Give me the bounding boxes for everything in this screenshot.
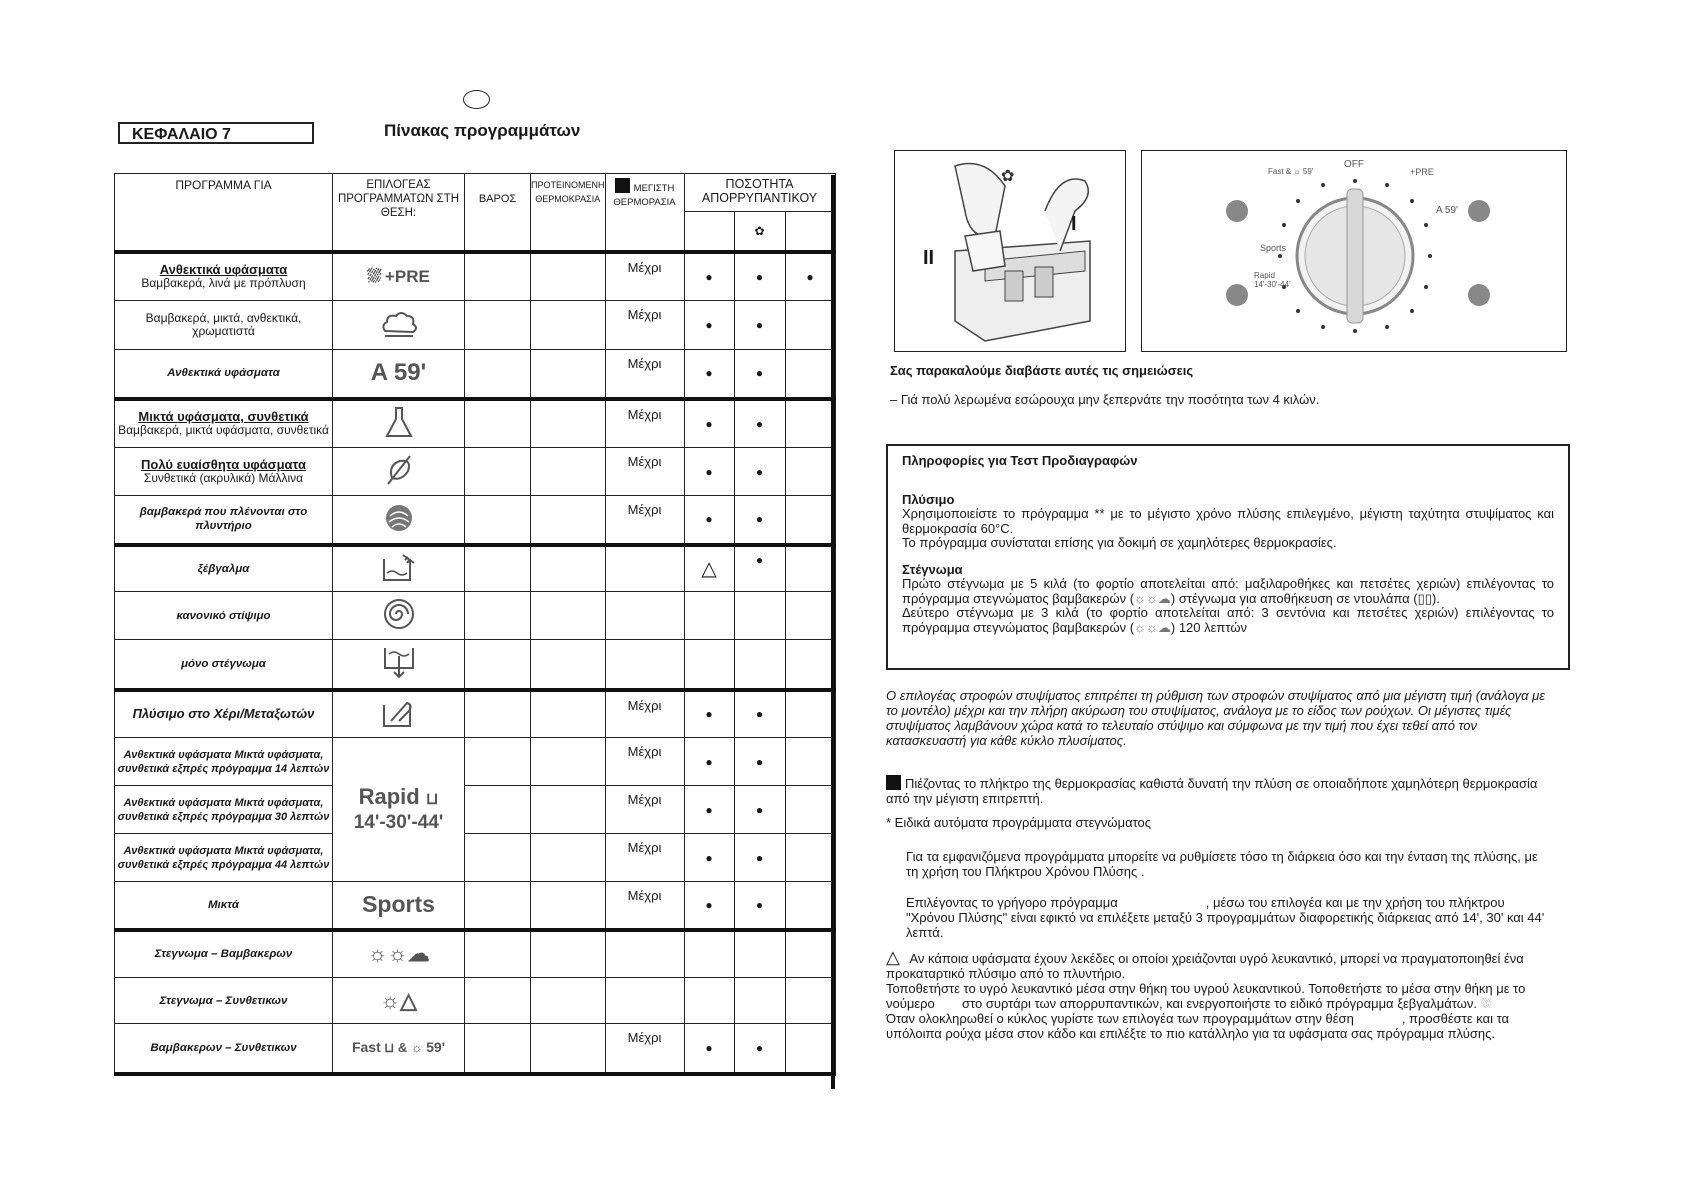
dial-a59-label: A 59'	[1436, 205, 1458, 216]
table-row: Βαμβακερων – Συνθετικων Fast ⊔ & ☼ 59' Μέχρι ● ●	[115, 1024, 836, 1074]
note-special-dry: * Ειδικά αυτόματα προγράμματα στεγνώματος	[886, 815, 1152, 830]
col-header-weight: ΒΑΡΟΣ	[465, 174, 531, 252]
program-dial-illustration	[1141, 150, 1567, 352]
table-row: Ανθεκτικά υφάσματα Μικτά υφάσματα, συνθετικά εξπρές πρόγραμμα 44 λεπτών Μέχρι ● ●	[115, 834, 836, 882]
table-row: Ανθεκτικά υφάσματα Βαμβακερά, λινά με πρόπλυση ⛆ +PRE Μέχρι ● ● ●	[115, 252, 836, 301]
drawer-illustration	[894, 150, 1126, 352]
spin-icon	[382, 597, 416, 631]
wool-icon	[384, 502, 414, 534]
dry-heading: Στέγνωμα	[902, 561, 963, 577]
flower-icon: ✿	[754, 223, 765, 238]
handwash-icon	[381, 697, 417, 729]
table-right-border	[831, 175, 835, 1089]
table-row: βαμβακερά που πλένονται στο πλυντήριο Μέχρι ● ●	[115, 496, 836, 545]
table-row: ξέβγαλμα △ ●	[115, 545, 836, 592]
dial-pre-label: +PRE	[1410, 167, 1434, 177]
table-row: Μικτά Sports Μέχρι ● ●	[115, 882, 836, 930]
a59-icon: A 59'	[370, 359, 427, 387]
wardrobe-icon: ▯▯	[1417, 590, 1432, 606]
col-header-selector: ΕΠΙΛΟΓΕΑΣ ΠΡΟΓΡΑΜΜΑΤΩΝ ΣΤΗ ΘΕΣΗ:	[333, 174, 465, 252]
table-row: Στεγνωμα – Βαμβακερων ☼☼☁	[115, 930, 836, 978]
detergent-col-1	[684, 212, 734, 252]
dry-text-1: Πρώτο στέγνωμα με 5 κιλά (το φορτίο αποτελείται από: μαξιλαροθήκες και πετσέτες χεριών) επιλέγοντας το πρόγραμμα στεγνώματος βαμβακερών (☼☼☁) στέγνωμα για αποθήκευση σε ντουλάπα (▯▯).	[902, 576, 1554, 606]
bleach-triangle-icon: △	[684, 545, 734, 592]
dry-cotton-small-icon: ☼☼☁	[1134, 619, 1171, 635]
table-row: Στεγνωμα – Συνθετικων ☼△	[115, 978, 836, 1024]
table-row: μόνο στέγνωμα	[115, 640, 836, 690]
cloud-icon	[379, 309, 419, 339]
wash-heading: Πλύσιμο	[902, 491, 955, 507]
rinse-icon	[381, 551, 417, 583]
dial-off-label: OFF	[1344, 159, 1364, 170]
dry-text-2: Δεύτερο στέγνωμα με 3 κιλά (το φορτίο αποτελείται από: 3 σεντόνια και πετσέτες χεριών) επιλέγοντας το πρόγραμμα στεγνώματος βαμβακερών (☼☼☁) 120 λεπτών	[902, 605, 1554, 635]
table-row: Πλύσιμο στο Χέρι/Μεταξωτών Μέχρι ● ●	[115, 690, 836, 738]
prewash-icon: ⛆	[367, 266, 382, 287]
col-header-detergent: ΠΟΣΟΤΗΤΑ ΑΠΟΡΡΥΠΑΝΤΙΚΟΥ	[684, 174, 835, 212]
dial-fast-label: Fast & ☼ 59'	[1268, 167, 1314, 176]
note-spin-selector: Ο επιλογέας στροφών στυψίματος επιτρέπει τη ρύθμιση των στροφών στυψίματος από μια μέγιστη τιμή (ανάλογα με το μοντέλο) μέχρι και την πλήρη ακύρωση του στυψίματος, ανάλογα με το είδος των ρούχων. Οι μέγιστες τιμές στυψίματος λαμβάνουν χώρα κατά το τελευταίο στύψιμο και σύμφωνα με την τιμή που έχει τεθεί από τον κατασκευαστή για κάθε κύκλο πλυσίματος.	[886, 688, 1546, 748]
svg-text:✿: ✿	[1001, 168, 1015, 185]
page-title: Πίνακας προγραμμάτων	[384, 121, 581, 140]
compartment-label-1: I	[1071, 213, 1077, 235]
wash-text-2: Το πρόγραμμα συνίσταται επίσης για δοκιμή σε χαμηλότερες θερμοκρασίες.	[902, 535, 1337, 550]
detergent-col-softener	[734, 212, 785, 252]
notes-heading: Σας παρακαλούμε διαβάστε αυτές τις σημειώσεις	[890, 363, 1194, 378]
info-box-title: Πληροφορίες για Τεστ Προδιαγραφών	[902, 453, 1138, 468]
table-row: Ανθεκτικά υφάσματα Μικτά υφάσματα, συνθετικά εξπρές πρόγραμμα 30 λεπτών Μέχρι ● ●	[115, 786, 836, 834]
table-row: Μικτά υφάσματα, συνθετικά Βαμβακερά, μικτά υφάσματα, συνθετικά Μέχρι ● ●	[115, 399, 836, 448]
drain-icon	[382, 644, 416, 680]
dry-cotton-small-icon: ☼☼☁	[1134, 590, 1171, 606]
table-row: Ανθεκτικά υφάσματα A 59' Μέχρι ● ●	[115, 350, 836, 399]
note-bleach: △ Αν κάποια υφάσματα έχουν λεκέδες οι οποίοι χρειάζονται υγρό λευκαντικό, μπορεί να πραγματοποιηθεί ένα προκαταρτικό πλύσιμο από το πλυντήριο. Τοποθετήστε το υγρό λευκαντικό μέσα στην θήκη του υγρού λευκαντικού. Τοποθετήστε το μέσα στην θήκη με το νούμερο στο συρτάρι των απορρυπαντικών, και ενεργοποιήστε το ειδικό πρόγραμμα ξεβγαλμάτων. ⛆ Όταν ολοκληρωθεί ο κύκλος γυρίστε των επιλογέα των προγραμμάτων στην θέση , προσθέστε και τα υπόλοιπα ρούχα μέσα στον κάδο και επιλέξτε το πιο κατάλληλο για τα υφάσματα σας πρόγραμμα πλύσης.	[886, 947, 1526, 1041]
chapter-label: ΚΕΦΑΛΑΙΟ 7	[118, 122, 314, 144]
flask-icon	[384, 405, 414, 439]
dry-cotton-icon: ☼☼☁	[367, 941, 430, 967]
sports-icon: Sports	[362, 891, 435, 918]
col-header-program: ΠΡΟΓΡΑΜΜΑ ΓΙΑ	[115, 174, 333, 252]
col-header-recommended-temp: ΠΡΟΤΕΙΝΟΜΕΝΗ ΘΕΡΜΟΚΡΑΣΙΑ	[531, 174, 606, 252]
rapid-icon: Rapid ⊔ 14'-30'-44'	[333, 738, 465, 882]
dial-sports-label: Sports	[1260, 243, 1287, 253]
dry-synthetic-icon: ☼△	[379, 987, 418, 1013]
note-temp-button: Πιέζοντας το πλήκτρο της θερμοκρασίας καθιστά δυνατή την πλύση σε οποιαδήποτε χαμηλότερη θερμοκρασία από την μέγιστη επιτρεπτή.	[886, 776, 1538, 806]
note-quick-program: Επιλέγοντας το γρήγορο πρόγραμμα , μέσω του επιλογέα και με την χρήση του πλήκτρου "Χρόνου Πλύσης" είναι εφικτό να επιλέξετε μεταξύ 3 προγραμμάτων διαφορετικής διάρκειας από 14', 30' και 44' λεπτά.	[906, 895, 1545, 940]
col-header-max-temp: ΜΕΓΙΣΤΗ ΘΕΡΜΟΡΑΣΙΑ	[605, 174, 684, 252]
table-row: Πολύ ευαίσθητα υφάσματα Συνθετικά (ακρυλικά) Μάλλινα Μέχρι ● ●	[115, 448, 836, 496]
note-displayed-programs: Για τα εμφανιζόμενα προγράμματα μπορείτε να ρυθμίσετε τόσο τη διάρκεια όσο και την ένταση της πλύσης, με τη χρήση του Πλήκτρου Χρόνου Πλύσης .	[906, 849, 1538, 879]
rinse-icon: ⛆	[1480, 996, 1492, 1011]
dial-rapid-label: Rapid 14'-30'-44'	[1254, 271, 1291, 289]
language-oval	[463, 90, 490, 109]
bleach-triangle-icon: △	[886, 947, 900, 967]
table-row: Βαμβακερά, μικτά, ανθεκτικά, χρωματιστά Μέχρι ● ●	[115, 301, 836, 350]
wash-text-1: Χρησιμοποιείστε το πρόγραμμα ** με το μέγιστο χρόνο πλύσης επιλεγμένο, μέγιστη ταχύτητα στυψίματος και θερμοκρασία 60°C.	[902, 506, 1554, 536]
test-spec-info-box	[886, 444, 1570, 670]
program-table	[114, 173, 836, 1076]
max-temp-square-icon	[615, 178, 630, 193]
program-dial	[1142, 151, 1566, 351]
note-heavily-soiled: – Γιά πολύ λερωμένα εσώρουχα μην ξεπερνάτε την ποσότητα των 4 κιλών.	[890, 392, 1320, 407]
fast-59-icon: Fast ⊔ & ☼ 59'	[333, 1024, 465, 1074]
detergent-col-3	[785, 212, 835, 252]
table-row: κανονικό στίψιμο	[115, 592, 836, 640]
table-row: Ανθεκτικά υφάσματα Μικτά υφάσματα, συνθετικά εξπρές πρόγραμμα 14 λεπτών Rapid ⊔ 14'-30'-44' Μέχρι ● ●	[115, 738, 836, 786]
max-temp-square-icon	[886, 775, 901, 790]
feather-icon	[384, 453, 414, 487]
compartment-label-2: II	[923, 247, 935, 269]
